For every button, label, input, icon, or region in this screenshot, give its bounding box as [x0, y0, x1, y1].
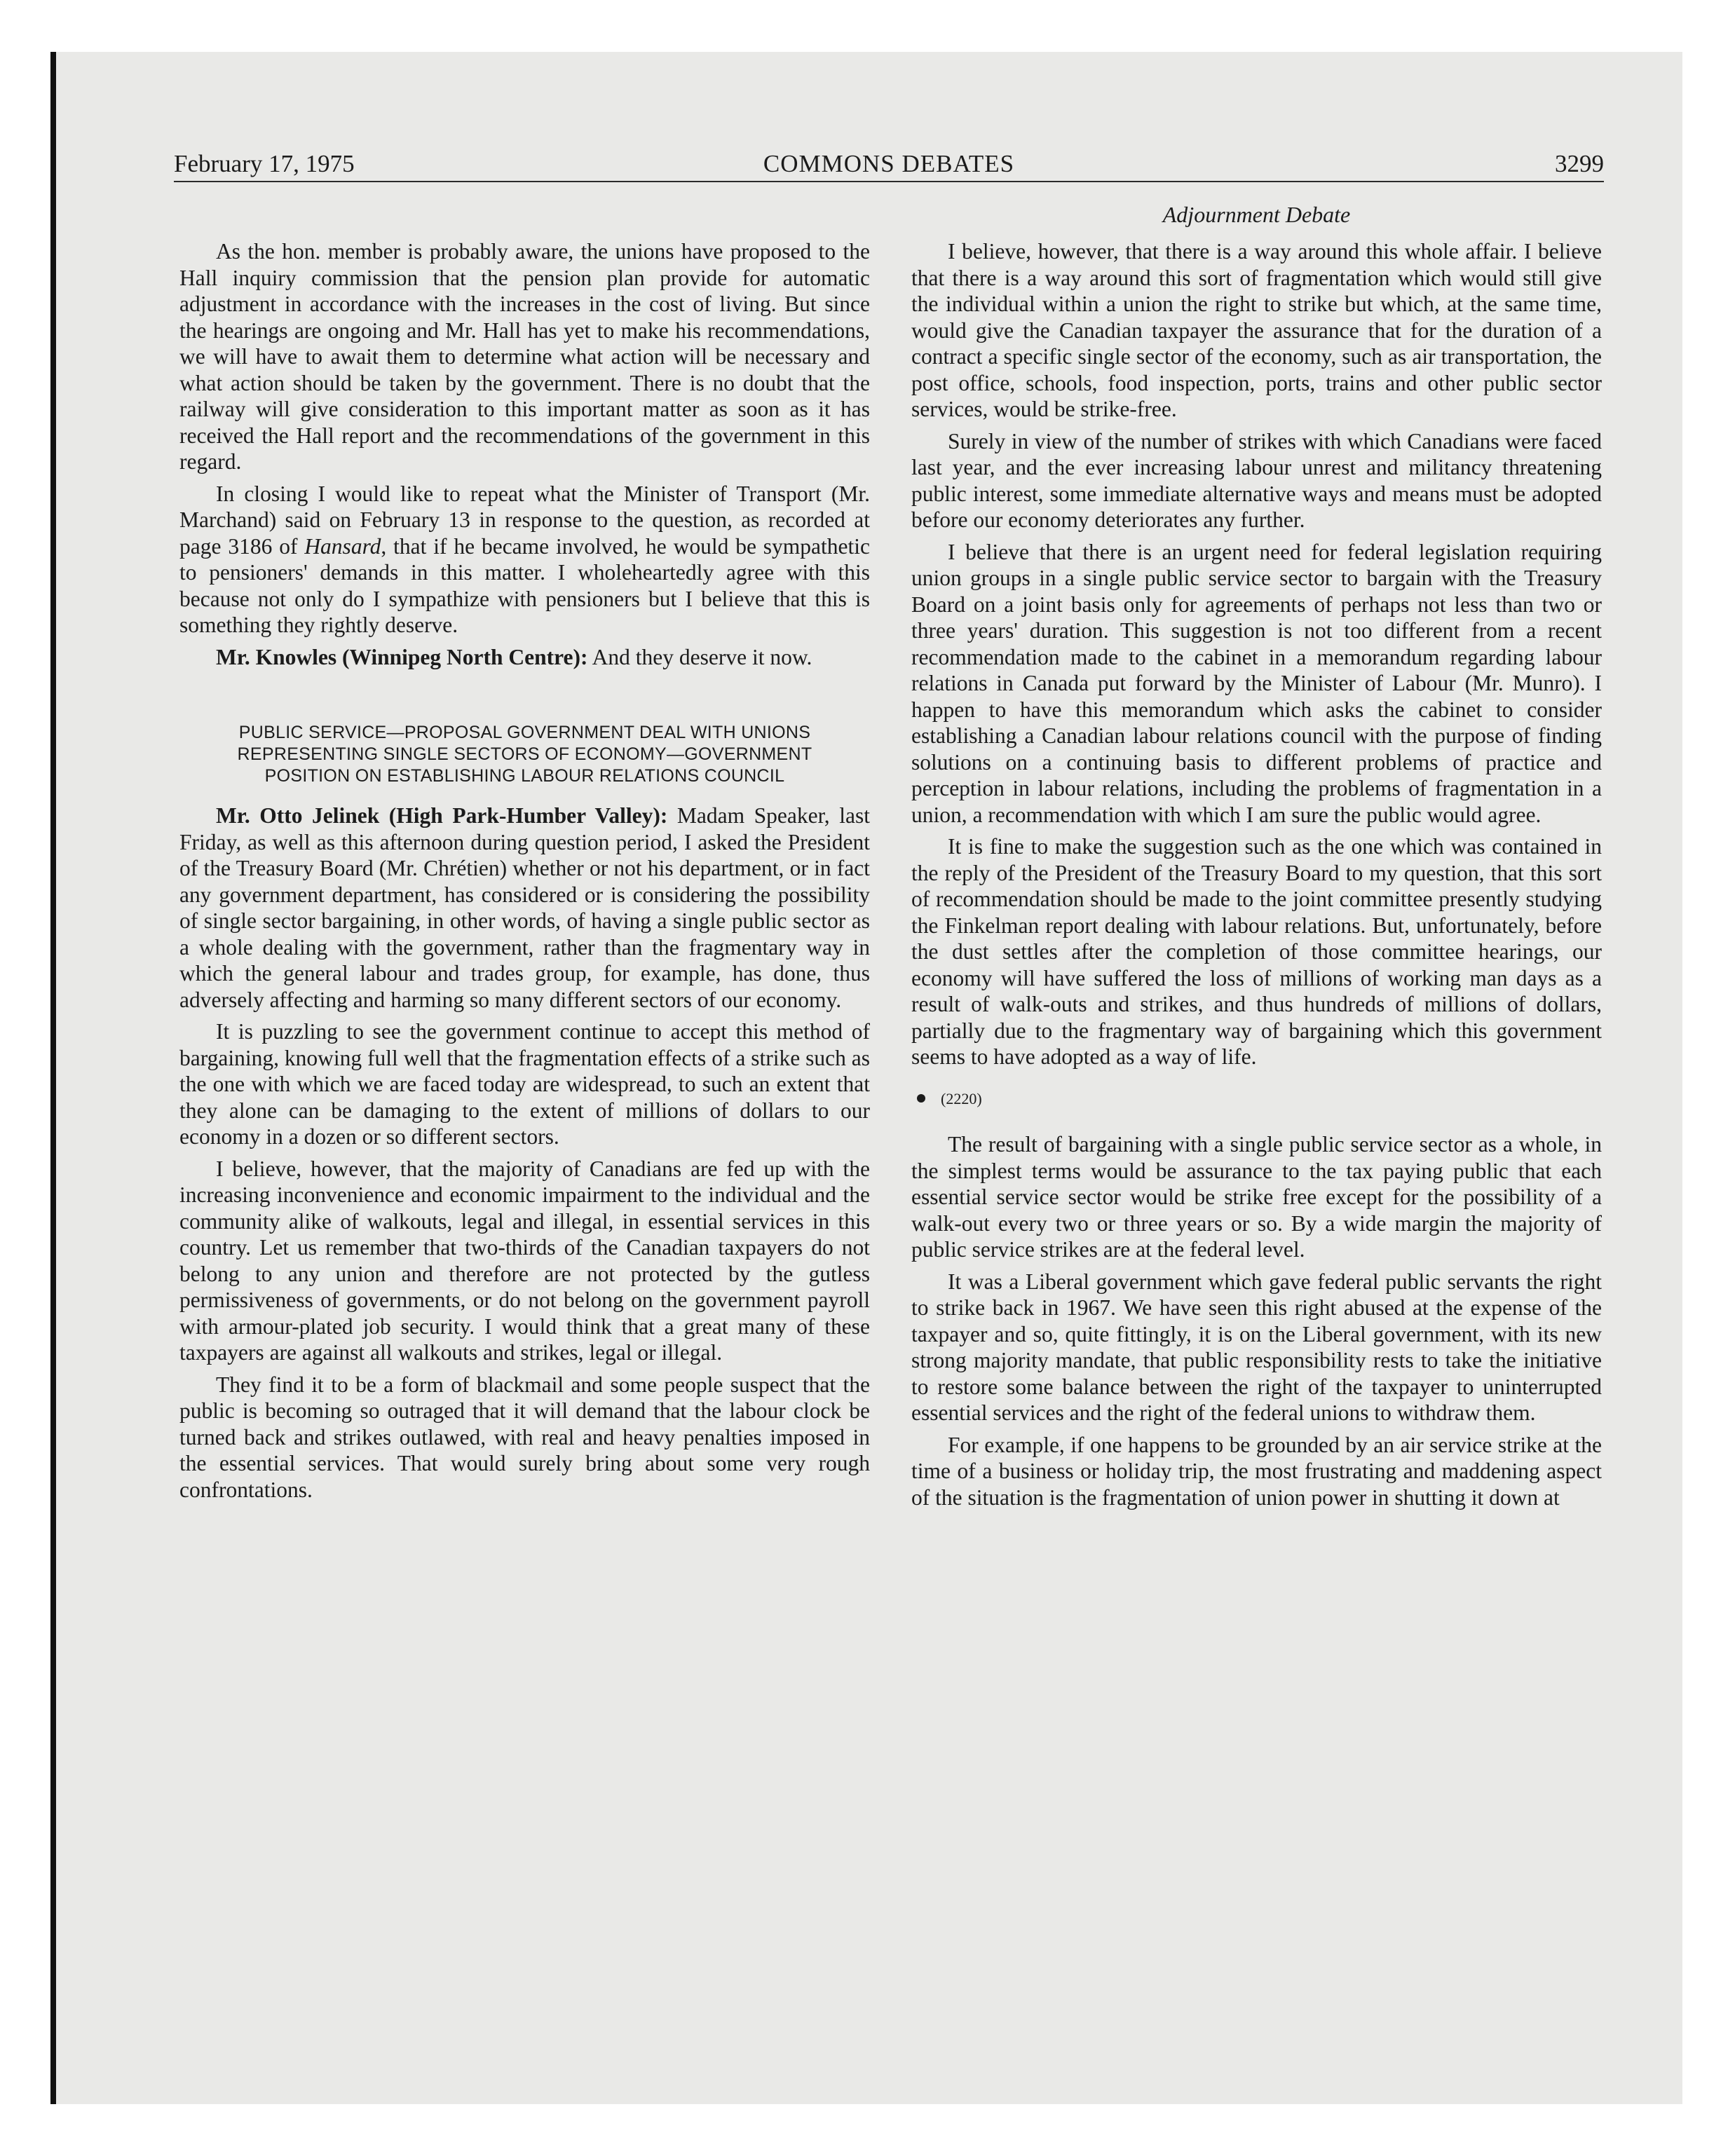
header-rule — [174, 181, 1604, 182]
speaker-name: Mr. Otto Jelinek (High Park-Humber Valley): — [216, 803, 668, 828]
paragraph: It was a Liberal government which gave federal public servants the right to strike back in 1967. We have seen this right abused at the expense of the taxpayer and so, quite fittingly, it is on the Liberal government, with its new strong majority mandate, that public responsibility rests to take the initiative to restore some balance between the right of the taxpayer to uninterrupted essential services and the right of the federal unions to withdraw them. — [911, 1269, 1602, 1425]
text: And they deserve it now. — [587, 644, 812, 669]
running-head: Adjournment Debate — [1162, 202, 1351, 227]
speaker-name: Mr. Knowles (Winnipeg North Centre): — [216, 644, 588, 669]
paragraph: It is fine to make the suggestion such as the one which was contained in the reply of the President of the Treasury Board to my question, that this sort of recommendation should be made to the joint committee presently studying the Finkelman report dealing with labour relations. But, unfortunately, before the dust settles after the completion of those committee hearings, our economy will have suffered the loss of millions of working man days as a result of walk-outs and strikes, and thus hundreds of millions of dollars, partially due to the fragmentary way of bargaining which this government seems to have adopted as a way of life. — [911, 834, 1602, 1069]
paragraph: I believe, however, that there is a way around this whole affair. I believe that there is a way around this sort of fragmentation which would still give the individual within a union the right to strike but which, at the same time, would give the Canadian taxpayer the assurance that for the duration of a contract a specific single sector of the economy, such as air transportation, the post office, schools, food inspection, ports, trains and other public sector services, would be strike-free. — [911, 239, 1602, 421]
paragraph — [179, 644, 870, 671]
section-heading: PUBLIC SERVICE—PROPOSAL GOVERNMENT DEAL WITH UNIONS REPRESENTING SINGLE SECTORS OF ECONOMY—GOVERNMENT POSITION ON ESTABLISHING LABOUR RELATIONS COUNCIL — [237, 723, 812, 786]
paragraph — [179, 803, 870, 1013]
paragraph: I believe, however, that the majority of Canadians are fed up with the increasing inconvenience and economic impairment to the individual and the community alike of walkouts, legal and illegal, in essential services in this country. Let us remember that two-thirds of the Canadian taxpayers do not belong to any union and therefore are not protected by the gutless permissiveness of governments, or do not belong on the government payroll with armour-plated job security. I would think that a great many of these taxpayers are against all walkouts and strikes, legal or illegal. — [179, 1156, 870, 1365]
paragraph: The result of bargaining with a single public service sector as a whole, in the simplest terms would be assurance to the tax paying public that each essential service sector would be strike free except for the possibility of a walk-out every two or three years or so. By a wide margin the majority of public service strikes are at the federal level. — [911, 1132, 1602, 1262]
time-stamp: (2220) — [941, 1089, 982, 1107]
paragraph: They find it to be a form of blackmail and some people suspect that the public is becoming so outraged that it will demand that the labour clock be turned back and strikes outlawed, with real and heavy penalties imposed in the essential services. That would surely bring about some very rough confrontations. — [179, 1372, 870, 1502]
paragraph: For example, if one happens to be grounded by an air service strike at the time of a business or holiday trip, the most frustrating and maddening aspect of the situation is the fragmentation of union power in shutting it down at — [911, 1432, 1602, 1510]
page-header — [174, 144, 1604, 179]
bullet-icon — [917, 1094, 925, 1103]
scan-edge — [50, 52, 56, 2104]
header-date: February 17, 1975 — [174, 150, 355, 177]
paragraph: It is puzzling to see the government continue to accept this method of bargaining, knowing full well that the fragmentation effects of a strike such as the one with which we are faced today are widespread, to such an extent that they alone can be damaging to the extent of millions of dollars to our economy in a dozen or so different sectors. — [179, 1019, 870, 1149]
time-marker — [911, 1086, 1602, 1112]
paragraph — [179, 481, 870, 639]
page-number: 3299 — [1555, 150, 1604, 177]
text: Madam Speaker, last Friday, as well as this afternoon during question period, I asked the President of the Treasury Board (Mr. Chrétien) whether or not his department, or in fact any government department, has considered or is considering the possibility of single sector bargaining, in other words, of having a single public sector as a whole dealing with the government, rather than the fragmentary way in which the general labour and trades group, for example, has done, thus adversely affecting and harming so many different sectors of our economy. — [179, 803, 870, 1012]
paragraph: As the hon. member is probably aware, the unions have proposed to the Hall inquiry commission that the pension plan provide for automatic adjustment in accordance with the increases in the cost of living. But since the hearings are ongoing and Mr. Hall has yet to make his recommendations, we will have to await them to determine what action will be necessary and what action should be taken by the government. There is no doubt that the railway will give consideration to this important matter as soon as it has received the Hall report and the recommendations of the government in this regard. — [179, 239, 870, 474]
paragraph: I believe that there is an urgent need for federal legislation requiring union groups in a single public service sector to bargain with the Treasury Board on a joint basis only for agreements of perhaps not less than two or three years' duration. This suggestion is not too different from a recent recommendation made to the cabinet in a memorandum regarding labour relations in Canada put forward by the Minister of Labour (Mr. Munro). I happen to have this memorandum which asks the cabinet to consider establishing a Canadian labour relations council with the purpose of finding solutions on a continuing basis to different problems of practice and perception in labour relations, including the problems of fragmentation in a union, a recommendation with which I am sure the public would agree. — [911, 539, 1602, 827]
hansard-ref: Hansard — [304, 533, 381, 559]
right-column — [911, 238, 1602, 1516]
paragraph: Surely in view of the number of strikes with which Canadians were faced last year, and the ever increasing labour unrest and militancy threatening public interest, some immediate alternative ways and means must be adopted before our economy deteriorates any further. — [911, 428, 1602, 532]
text: , that if he became involved, he would be sympathetic to pensioners' demands in this matter. I wholeheartedly agree with this because not only do I sympathize with pensioners but I believe that this is something they rightly deserve. — [179, 533, 871, 637]
left-column — [179, 238, 870, 1508]
text: In closing I would like to repeat what the Minister of Transport (Mr. Marchand) said on February 13 in response to the question, as recorded at page 3186 of — [179, 481, 870, 559]
header-title: COMMONS DEBATES — [763, 150, 1015, 177]
